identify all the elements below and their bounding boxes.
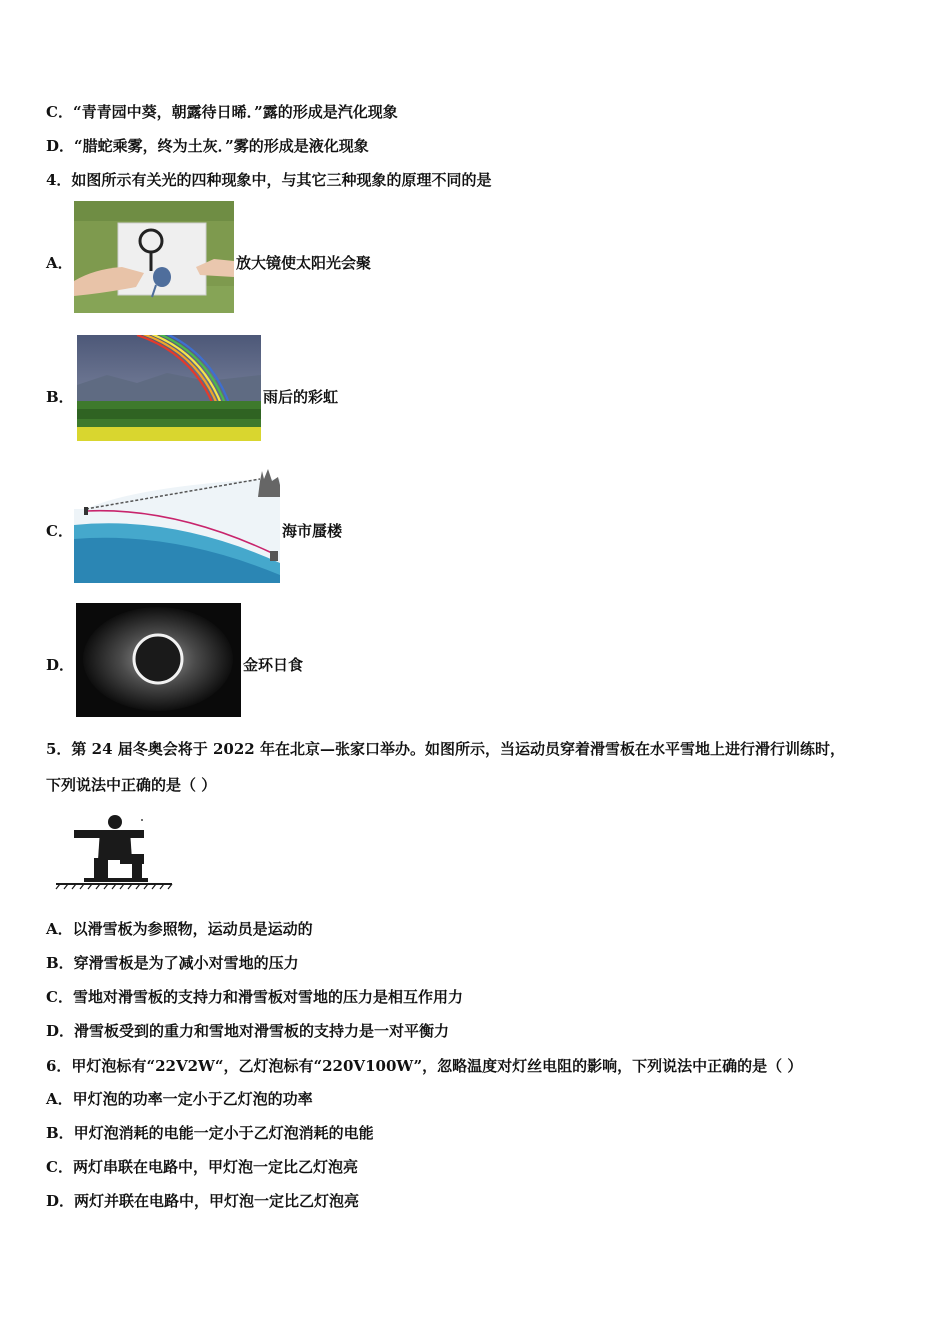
- q6-option-b: B．甲灯泡消耗的电能一定小于乙灯泡消耗的电能: [46, 1124, 374, 1142]
- q5-option-c: C．雪地对滑雪板的支持力和滑雪板对雪地的压力是相互作用力: [46, 988, 463, 1006]
- q4-option-a-caption: 放大镜使太阳光会聚: [236, 254, 372, 272]
- q4-option-d-label: D．: [46, 656, 75, 674]
- q5-option-d: D．滑雪板受到的重力和雪地对滑雪板的支持力是一对平衡力: [46, 1022, 450, 1040]
- rainbow-image: [77, 335, 261, 441]
- q6-option-a: A．甲灯泡的功率一定小于乙灯泡的功率: [46, 1090, 313, 1108]
- snowboarder-figure: [54, 808, 176, 890]
- q3-option-d: D．“腊蛇乘雾，终为土灰．”雾的形成是液化现象: [46, 137, 369, 155]
- q4-option-d-caption: 金环日食: [243, 656, 304, 674]
- q4-option-b-caption: 雨后的彩虹: [263, 388, 339, 406]
- mirage-image: [74, 467, 280, 583]
- q3-option-c: C．“青青园中葵，朝露待日晞．”露的形成是汽化现象: [46, 103, 398, 121]
- q5-stem-line1: 5．第 24 届冬奥会将于 2022 年在北京—张家口举办。如图所示，当运动员穿着滑雪板在水平雪地上进行滑行训练时，: [46, 740, 845, 758]
- q6-option-c: C．两灯串联在电路中，甲灯泡一定比乙灯泡亮: [46, 1158, 358, 1176]
- q4-option-c-caption: 海市蜃楼: [282, 522, 343, 540]
- q5-option-a: A．以滑雪板为参照物，运动员是运动的: [46, 920, 313, 938]
- eclipse-image: [76, 603, 241, 717]
- q4-option-a-label: A．: [46, 254, 73, 272]
- magnifier-image: [74, 201, 234, 313]
- q4-stem: 4．如图所示有关光的四种现象中，与其它三种现象的原理不同的是: [46, 171, 492, 189]
- q4-option-c-label: C．: [46, 522, 73, 540]
- q5-stem-line2: 下列说法中正确的是（ ）: [46, 776, 217, 794]
- q5-option-b: B．穿滑雪板是为了减小对雪地的压力: [46, 954, 299, 972]
- q6-option-d: D．两灯并联在电路中，甲灯泡一定比乙灯泡亮: [46, 1192, 360, 1210]
- q4-option-b-label: B．: [46, 388, 74, 406]
- q6-stem: 6．甲灯泡标有“22V2W“，乙灯泡标有“220V100W”，忽略温度对灯丝电阻的影响，下列说法中正确的是（ ）: [46, 1057, 803, 1075]
